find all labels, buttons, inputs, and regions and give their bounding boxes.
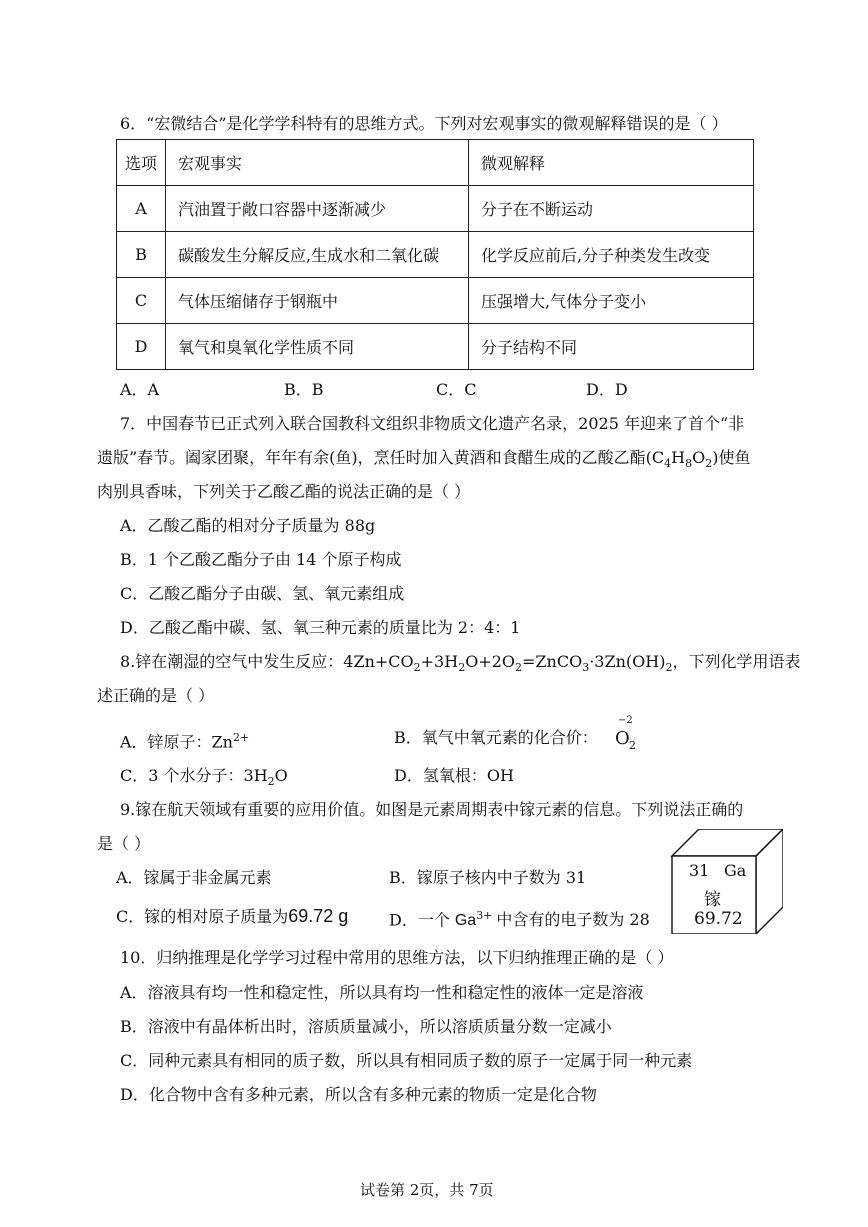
element-number: 31 — [689, 861, 710, 880]
ion-charge: 2+ — [232, 731, 250, 744]
q8-option-c-text: C．3 个水分子：3H — [120, 766, 268, 785]
q6-stem: 6．“宏微结合”是化学学科特有的思维方式。下列对宏观事实的微观解释错误的是（ ） — [120, 114, 728, 133]
table-row — [117, 278, 754, 324]
q8-eq-text: 8.锌在潮湿的空气中发生反应：4Zn+CO — [120, 652, 414, 671]
q8-line1-end: ，下列化学用语表 — [672, 652, 801, 671]
table-cell: 压强增大,气体分子变小 — [469, 278, 754, 324]
q8-option-d: D．氢氧根：OH — [394, 766, 514, 785]
q10-option-b: B．溶液中有晶体析出时，溶质质量减小，所以溶质质量分数一定减小 — [120, 1017, 612, 1036]
valence-subscript: 2 — [629, 739, 636, 752]
q10-stem: 10．归纳推理是化学学习过程中常用的思维方法，以下归纳推理正确的是（ ） — [120, 948, 674, 967]
q7-line3: 肉别具香味，下列关于乙酸乙酯的说法正确的是（ ） — [97, 482, 471, 501]
page-footer: 试卷第 2页，共 7页 — [360, 1181, 494, 1199]
table-cell: D — [117, 324, 166, 370]
table-header-row — [117, 140, 754, 186]
q7-line2-text: 遗版”春节。阖家团聚，年年有余(鱼)，烹任时加入黄酒和食醋生成的乙酸乙酯(C — [97, 448, 665, 467]
table-header: 微观解释 — [469, 140, 754, 186]
q9-line2: 是（ ） — [97, 834, 151, 853]
q8-line1 — [120, 652, 800, 678]
q8-option-b: B．氧气中氧元素的化合价： — [394, 728, 598, 747]
q8-option-a — [120, 728, 249, 752]
q8-eq-text: +3H — [420, 652, 459, 671]
q9-option-b: B．镓原子核内中子数为 31 — [389, 868, 587, 887]
q8-option-c — [120, 766, 288, 792]
q9-line1: 9.镓在航天领域有重要的应用价值。如图是元素周期表中镓元素的信息。下列说法正确的 — [120, 800, 744, 819]
q7-line2-end: )使鱼 — [712, 448, 751, 467]
q8-eq-text: =ZnCO — [522, 652, 583, 671]
table-cell: B — [117, 232, 166, 278]
table-header: 宏观事实 — [166, 140, 469, 186]
q8-line2: 述正确的是（ ） — [97, 686, 215, 705]
formula-subscript: 4 — [664, 457, 672, 471]
q9-option-d-text: D．一个 — [389, 910, 450, 930]
q10-option-c: C．同种元素具有相同的质子数，所以具有相同质子数的原子一定属于同一种元素 — [120, 1051, 693, 1070]
element-mass: 69.72 — [694, 909, 743, 929]
q9-option-c — [116, 906, 348, 927]
q7-option-a: A．乙酸乙酯的相对分子质量为 88g — [120, 516, 376, 535]
ion-charge: 3+ — [476, 909, 493, 922]
q6-table — [116, 139, 754, 370]
formula-subscript: 2 — [705, 457, 713, 471]
q7-option-d: D．乙酸乙酯中碳、氢、氧三种元素的质量比为 2：4：1 — [120, 618, 521, 637]
table-cell: 分子在不断运动 — [469, 186, 754, 232]
q10-option-a: A．溶液具有均一性和稳定性，所以具有均一性和稳定性的液体一定是溶液 — [120, 983, 644, 1002]
q6-option-a: A．A — [120, 380, 160, 399]
table-row — [117, 324, 754, 370]
formula-element: O — [692, 448, 706, 467]
q9-option-d — [389, 906, 650, 931]
formula-subscript: 2 — [458, 661, 466, 675]
ion-symbol: Ga — [454, 912, 477, 930]
q7-option-b: B．1 个乙酸乙酯分子由 14 个原子构成 — [120, 550, 402, 569]
formula-subscript: 2 — [515, 661, 523, 675]
q10-option-d: D．化合物中含有多种元素，所以含有多种元素的物质一定是化合物 — [120, 1085, 597, 1104]
table-cell: 汽油置于敞口容器中逐渐减少 — [166, 186, 469, 232]
q8-option-a-text: A．锌原子：Zn — [120, 732, 233, 752]
q9-option-d-end: 中含有的电子数为 28 — [496, 910, 650, 930]
gallium-element-card — [665, 829, 783, 934]
q6-option-c: C．C — [436, 380, 477, 399]
q9-option-a: A．镓属于非金属元素 — [116, 868, 272, 887]
table-row — [117, 232, 754, 278]
element-symbol: Ga — [724, 861, 747, 880]
q8-eq-text: ·3Zn(OH) — [589, 652, 666, 671]
q6-option-b: B．B — [284, 380, 324, 399]
table-cell: C — [117, 278, 166, 324]
table-cell: 氧气和臭氧化学性质不同 — [166, 324, 469, 370]
q7-line2 — [97, 448, 750, 474]
table-cell: 化学反应前后,分子种类发生改变 — [469, 232, 754, 278]
table-cell: A — [117, 186, 166, 232]
formula-subscript: 2 — [665, 661, 673, 675]
valence-symbol: O — [615, 728, 630, 749]
formula-subscript: 2 — [413, 661, 421, 675]
table-row — [117, 186, 754, 232]
table-header: 选项 — [117, 140, 166, 186]
formula-subscript: 3 — [582, 661, 590, 675]
formula-subscript: 8 — [685, 457, 693, 471]
q8-option-c-end: O — [274, 766, 288, 785]
valence-charge: −2 — [618, 715, 633, 726]
formula-element: H — [671, 448, 686, 467]
q7-option-c: C．乙酸乙酯分子由碳、氢、氧元素组成 — [120, 584, 405, 603]
q6-option-d: D．D — [586, 380, 628, 399]
q9-option-c-text: C．镓的相对原子质量为 — [116, 907, 289, 926]
formula-subscript: 2 — [267, 775, 275, 789]
q9-option-c-value: 69.72 g — [288, 906, 349, 926]
table-cell: 气体压缩储存于钢瓶中 — [166, 278, 469, 324]
q7-line1: 7．中国春节已正式列入联合国教科文组织非物质文化遗产名录，2025 年迎来了首个“非 — [120, 414, 745, 433]
table-cell: 分子结构不同 — [469, 324, 754, 370]
table-cell: 碳酸发生分解反应,生成水和二氧化碳 — [166, 232, 469, 278]
q8-eq-text: O+2O — [465, 652, 516, 671]
element-name: 镓 — [704, 890, 721, 910]
valence-notation — [615, 716, 645, 756]
